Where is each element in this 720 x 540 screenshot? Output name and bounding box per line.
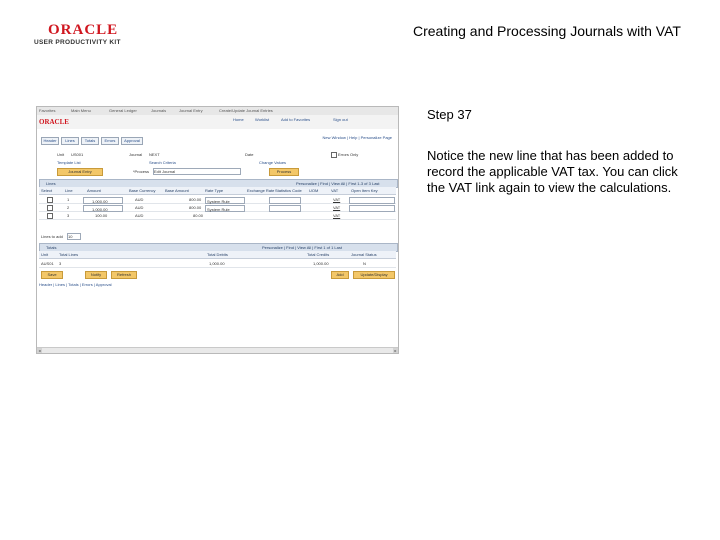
col-amount: Amount — [87, 188, 101, 193]
scroll-left-icon[interactable]: ◂ — [38, 348, 41, 353]
add-button[interactable]: Add — [331, 271, 349, 279]
row-line: 3 — [67, 213, 70, 218]
totals-credits: 1,000.00 — [313, 261, 329, 266]
row-rate-type-select[interactable] — [205, 205, 245, 212]
logo-upk-text: USER PRODUCTIVITY KIT — [34, 39, 121, 46]
row-base-amount: 800.00 — [189, 197, 202, 202]
errors-only-label: Errors Only — [338, 152, 359, 157]
totals-col-unit: Unit — [41, 252, 49, 257]
horizontal-scrollbar[interactable] — [37, 347, 398, 353]
update-display-button[interactable]: Update/Display — [353, 271, 395, 279]
totals-debits: 1,000.00 — [209, 261, 225, 266]
row-select-checkbox[interactable] — [47, 205, 53, 211]
row-select-checkbox[interactable] — [47, 213, 53, 219]
journal-label: Journal — [129, 152, 143, 157]
unit-value: US001 — [71, 152, 84, 157]
logo-oracle-text: ORACLE — [48, 22, 119, 38]
row-currency: AUD — [135, 197, 144, 202]
col-vat: VAT — [331, 188, 339, 193]
journal-value: NEXT — [149, 152, 160, 157]
row-currency: AUD — [135, 205, 144, 210]
nav-link[interactable]: Main Menu — [71, 108, 91, 113]
process-select-value: Edit Journal — [154, 169, 176, 174]
row-amount: 1,000.00 — [92, 199, 108, 204]
col-select: Select — [41, 188, 53, 193]
nav-link[interactable]: Journals — [151, 108, 167, 113]
totals-col-status: Journal Status — [351, 252, 377, 257]
table-row — [39, 260, 396, 268]
tab-header[interactable]: Header — [41, 137, 59, 145]
errors-only-checkbox[interactable] — [331, 152, 337, 158]
row-amount-input[interactable] — [83, 197, 123, 204]
row-base-amount: 80.00 — [193, 213, 204, 218]
process-button[interactable]: Process — [269, 168, 299, 176]
lines-column-header — [39, 187, 396, 195]
window-links[interactable]: New Window | Help | Personalize Page — [322, 135, 392, 140]
lines-to-add-label: Lines to add — [41, 234, 63, 239]
table-row — [39, 204, 396, 212]
totals-col-debits: Total Debits — [207, 252, 228, 257]
step-description: Notice the new line that has been added to record the applicable VAT tax. You can click the VAT link again to view the calculations. — [427, 148, 678, 195]
app-logo: ORACLE — [39, 118, 69, 126]
row-amount: 1,000.00 — [92, 207, 108, 212]
lines-to-add-input[interactable] — [67, 233, 81, 240]
col-statistics-code: Statistics Code — [275, 188, 302, 193]
template-list-link[interactable]: Template List — [57, 160, 81, 165]
col-uom: UOM — [309, 188, 319, 193]
notify-button[interactable]: Notify — [85, 271, 107, 279]
oracle-upk-logo — [34, 22, 154, 50]
col-open-item-key: Open Item Key — [351, 188, 378, 193]
process-select[interactable] — [153, 168, 241, 175]
brand-link-favorites[interactable]: Add to Favorites — [281, 117, 311, 122]
totals-grid-title: Totals — [46, 245, 57, 250]
row-open-item-input[interactable] — [349, 197, 395, 204]
totals-col-credits: Total Credits — [307, 252, 330, 257]
totals-column-header — [39, 251, 396, 259]
row-rate-type-select[interactable] — [205, 197, 245, 204]
tab-errors[interactable]: Errors — [101, 137, 119, 145]
bottom-page-links[interactable]: Header | Lines | Totals | Errors | Approval — [39, 282, 112, 287]
nav-link[interactable]: Favorites — [39, 108, 56, 113]
nav-link[interactable]: Journal Entry — [179, 108, 203, 113]
row-line: 1 — [67, 197, 70, 202]
row-line: 2 — [67, 205, 70, 210]
col-base-amount: Base Amount — [165, 188, 189, 193]
step-label: Step 37 — [427, 107, 472, 122]
document-title: Creating and Processing Journals with VAT — [413, 23, 681, 39]
table-row — [39, 212, 396, 220]
process-label: *Process — [133, 169, 150, 174]
search-criteria-link[interactable]: Search Criteria — [149, 160, 176, 165]
unit-label: Unit — [57, 152, 65, 157]
col-base-currency: Base Currency — [129, 188, 156, 193]
row-amount-input[interactable] — [83, 205, 123, 212]
tab-lines[interactable]: Lines — [61, 137, 79, 145]
scroll-right-icon[interactable]: ▸ — [394, 348, 397, 353]
col-rate-type: Rate Type — [205, 188, 224, 193]
row-vat-link[interactable]: VAT — [333, 205, 341, 210]
col-line: Line — [65, 188, 73, 193]
nav-link[interactable]: General Ledger — [109, 108, 137, 113]
lines-grid-nav[interactable]: Personalize | Find | View All | First 1-3 of 3 Last — [296, 181, 380, 186]
tab-approval[interactable]: Approval — [121, 137, 143, 145]
row-rate-type: System Rule — [207, 207, 230, 212]
journal-entry-button[interactable]: Journal Entry — [57, 168, 103, 176]
row-select-checkbox[interactable] — [47, 197, 53, 203]
totals-unit: AUS01 — [41, 261, 54, 266]
row-stat-input[interactable] — [269, 197, 301, 204]
brand-link-worklist[interactable]: Worklist — [255, 117, 270, 122]
totals-status: N — [363, 261, 366, 266]
lines-to-add-value: 10 — [68, 234, 73, 239]
tab-totals[interactable]: Totals — [81, 137, 99, 145]
brand-bar — [37, 115, 398, 129]
brand-link-home[interactable]: Home — [233, 117, 244, 122]
change-values-link[interactable]: Change Values — [259, 160, 287, 165]
brand-link-signout[interactable]: Sign out — [333, 117, 348, 122]
row-vat-link[interactable]: VAT — [333, 197, 341, 202]
date-label: Date — [245, 152, 254, 157]
table-row — [39, 196, 396, 204]
lines-grid-title: Lines — [46, 181, 56, 186]
row-currency: AUD — [135, 213, 144, 218]
col-exchange-rate: Exchange Rate — [247, 188, 275, 193]
row-amount: 100.00 — [95, 213, 108, 218]
save-button[interactable]: Save — [41, 271, 63, 279]
refresh-button[interactable]: Refresh — [111, 271, 137, 279]
row-rate-type: System Rule — [207, 199, 230, 204]
totals-col-lines: Total Lines — [59, 252, 79, 257]
row-stat-input[interactable] — [269, 205, 301, 212]
row-base-amount: 800.00 — [189, 205, 202, 210]
application-screenshot — [36, 106, 399, 354]
nav-link[interactable]: Create/Update Journal Entries — [219, 108, 273, 113]
row-open-item-input[interactable] — [349, 205, 395, 212]
totals-grid-nav[interactable]: Personalize | Find | View All | First 1 of 1 Last — [262, 245, 342, 250]
row-vat-link[interactable]: VAT — [333, 213, 341, 218]
totals-lines: 3 — [59, 261, 62, 266]
